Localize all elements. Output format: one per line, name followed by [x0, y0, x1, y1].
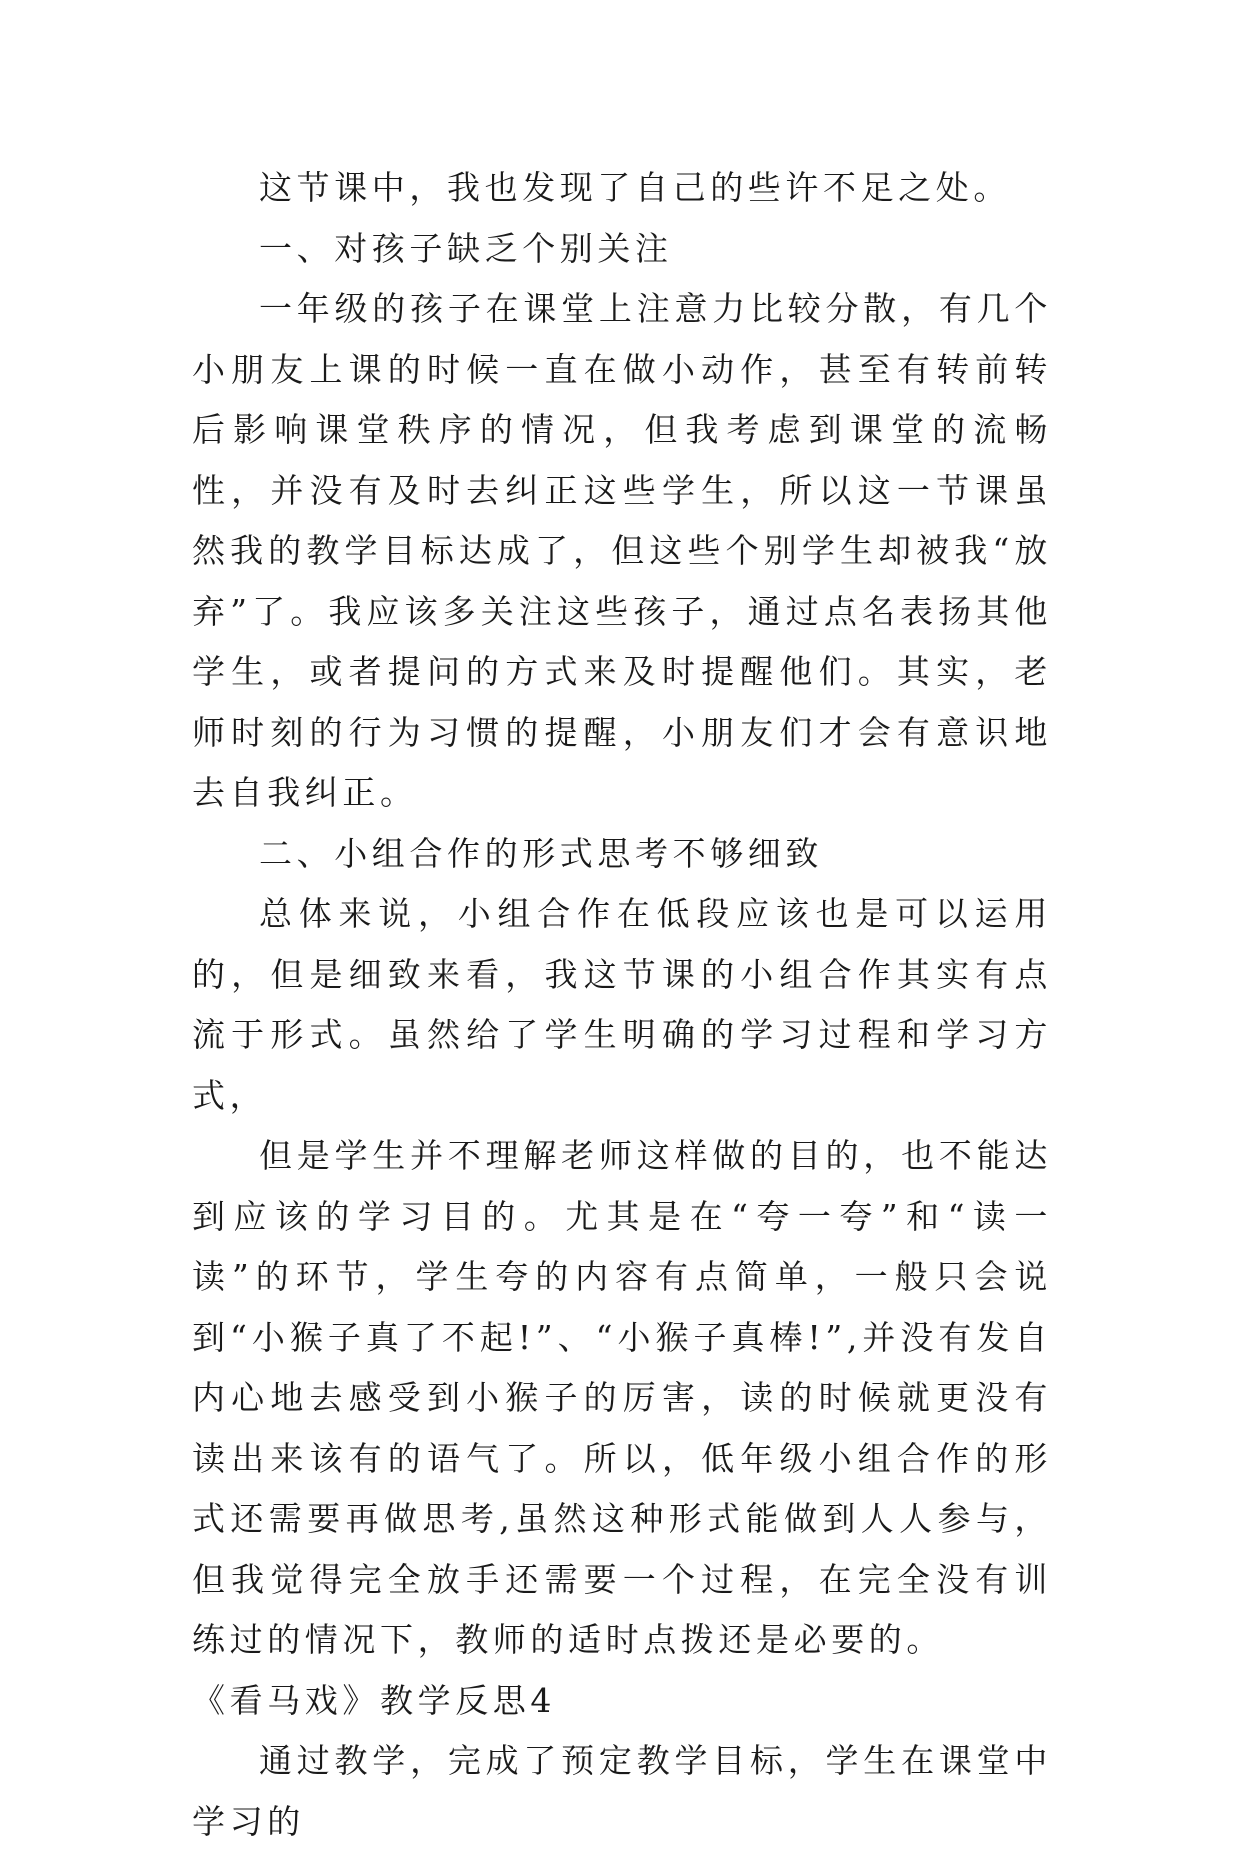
paragraph-section-2a: 总体来说，小组合作在低段应该也是可以运用的，但是细致来看，我这节课的小组合作其实有点流于形式。虽然给了学生明确的学习过程和学习方式，	[192, 894, 1052, 1115]
section-heading-1: 一、对孩子缺乏个别关注	[259, 228, 673, 268]
paragraph-article-start: 通过教学，完成了预定教学目标，学生在课堂中学习的	[192, 1741, 1052, 1841]
section-heading-2: 二、小组合作的形式思考不够细致	[259, 833, 823, 873]
article-title: 《看马戏》教学反思4	[192, 1680, 556, 1720]
paragraph-section-1: 一年级的孩子在课堂上注意力比较分散，有几个小朋友上课的时候一直在做小动作，甚至有转前转后影响课堂秩序的情况，但我考虑到课堂的流畅性，并没有及时去纠正这些学生，所以这一节课虽然我的教学目标达成了，但这些个别学生却被我“放弃”了。我应该多关注这些孩子，通过点名表扬其他学生，或者提问的方式来及时提醒他们。其实，老师时刻的行为习惯的提醒，小朋友们才会有意识地去自我纠正。	[192, 289, 1052, 812]
paragraph-section-2b: 但是学生并不理解老师这样做的目的，也不能达到应该的学习目的。尤其是在“夸一夸”和“读一读”的环节，学生夸的内容有点简单，一般只会说到“小猴子真了不起!”、“小猴子真棒!”,并没有发自内心地去感受到小猴子的厉害，读的时候就更没有读出来该有的语气了。所以，低年级小组合作的形式还需要再做思考,虽然这种形式能做到人人参与，但我觉得完全放手还需要一个过程，在完全没有训练过的情况下，教师的适时点拨还是必要的。	[192, 1136, 1052, 1659]
document-body	[192, 158, 1052, 1852]
paragraph-intro: 这节课中，我也发现了自己的些许不足之处。	[259, 168, 1011, 207]
